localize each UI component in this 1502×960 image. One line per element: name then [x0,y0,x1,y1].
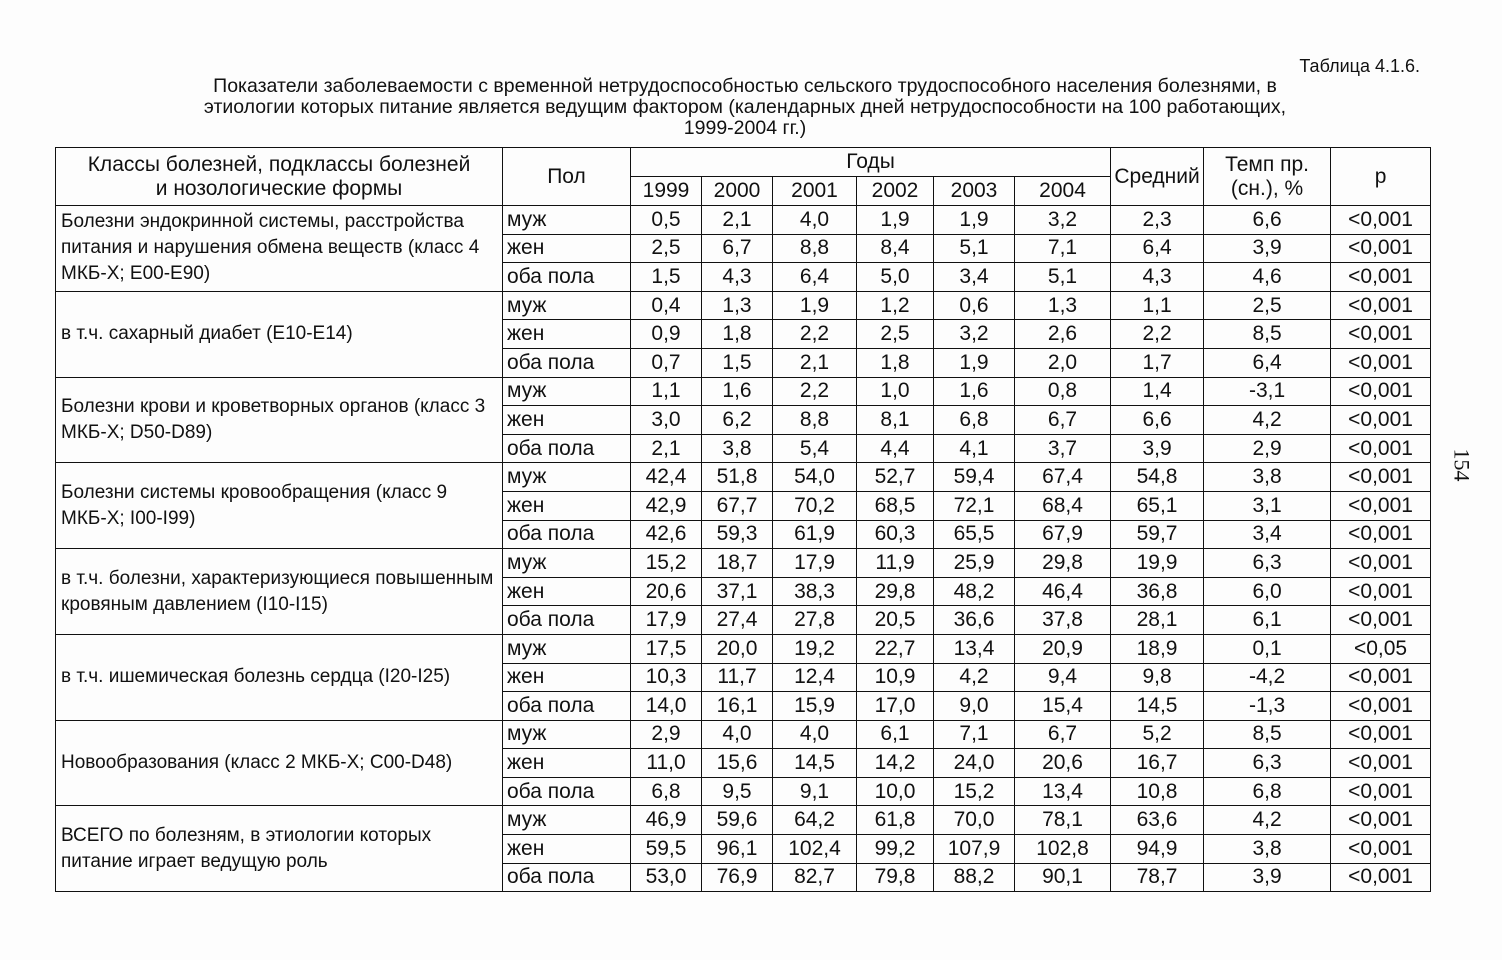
mean-cell: 78,7 [1111,863,1204,892]
year-value-cell: 13,4 [1015,777,1111,806]
sex-cell: жен [503,491,631,520]
sex-cell: муж [503,806,631,835]
year-value-cell: 3,2 [1015,206,1111,235]
year-value-cell: 61,9 [773,520,857,549]
year-value-cell: 2,5 [857,320,934,349]
table-number: Таблица 4.1.6. [1299,56,1420,76]
morbidity-table [55,147,1431,892]
year-value-cell: 48,2 [934,577,1015,606]
year-value-cell: 4,0 [702,720,773,749]
year-value-cell: 17,0 [857,692,934,721]
year-value-cell: 7,1 [934,720,1015,749]
year-value-cell: 4,3 [702,263,773,292]
year-value-cell: 25,9 [934,549,1015,578]
year-value-cell: 2,6 [1015,320,1111,349]
year-value-cell: 24,0 [934,749,1015,778]
year-value-cell: 6,2 [702,406,773,435]
sex-cell: муж [503,377,631,406]
year-value-cell: 22,7 [857,634,934,663]
year-value-cell: 70,2 [773,491,857,520]
year-value-cell: 9,1 [773,777,857,806]
sex-cell: жен [503,835,631,864]
year-value-cell: 5,4 [773,434,857,463]
year-value-cell: 15,2 [631,549,702,578]
p-cell: <0,001 [1331,663,1431,692]
rate-cell: 3,9 [1204,863,1331,892]
disease-category: Болезни эндокринной системы, расстройства питания и нарушения обмена веществ (класс 4 МКБ-X; E00-E90) [56,206,503,292]
year-value-cell: 6,1 [857,720,934,749]
year-value-cell: 0,6 [934,291,1015,320]
sex-cell: оба пола [503,263,631,292]
year-value-cell: 88,2 [934,863,1015,892]
year-value-cell: 14,5 [773,749,857,778]
year-value-cell: 99,2 [857,835,934,864]
sex-cell: оба пола [503,606,631,635]
year-value-cell: 1,6 [934,377,1015,406]
year-value-cell: 27,8 [773,606,857,635]
year-value-cell: 5,1 [934,234,1015,263]
year-value-cell: 8,8 [773,406,857,435]
year-value-cell: 0,9 [631,320,702,349]
year-value-cell: 96,1 [702,835,773,864]
year-value-cell: 20,6 [1015,749,1111,778]
year-header: 2003 [934,177,1015,206]
year-value-cell: 17,5 [631,634,702,663]
year-value-cell: 37,8 [1015,606,1111,635]
year-value-cell: 10,3 [631,663,702,692]
year-value-cell: 4,0 [773,720,857,749]
year-value-cell: 2,5 [631,234,702,263]
p-cell: <0,001 [1331,777,1431,806]
mean-cell: 28,1 [1111,606,1204,635]
year-value-cell: 1,5 [631,263,702,292]
year-value-cell: 67,7 [702,491,773,520]
sex-cell: жен [503,749,631,778]
mean-cell: 6,4 [1111,234,1204,263]
sex-cell: оба пола [503,348,631,377]
rate-cell: 8,5 [1204,320,1331,349]
sex-cell: муж [503,463,631,492]
year-value-cell: 5,0 [857,263,934,292]
year-value-cell: 2,2 [773,377,857,406]
year-value-cell: 1,1 [631,377,702,406]
year-value-cell: 27,4 [702,606,773,635]
year-value-cell: 102,8 [1015,835,1111,864]
mean-cell: 1,4 [1111,377,1204,406]
p-cell: <0,001 [1331,549,1431,578]
year-header: 2000 [702,177,773,206]
sex-header: Пол [503,148,631,206]
table-row [56,720,1431,749]
p-cell: <0,001 [1331,835,1431,864]
disease-category: ВСЕГО по болезням, в этиологии которых питание играет ведущую роль [56,806,503,892]
sex-cell: жен [503,234,631,263]
year-value-cell: 51,8 [702,463,773,492]
mean-cell: 94,9 [1111,835,1204,864]
year-value-cell: 6,7 [1015,720,1111,749]
mean-cell: 59,7 [1111,520,1204,549]
year-value-cell: 17,9 [631,606,702,635]
year-value-cell: 107,9 [934,835,1015,864]
year-value-cell: 6,7 [702,234,773,263]
year-value-cell: 67,9 [1015,520,1111,549]
year-value-cell: 11,0 [631,749,702,778]
rate-cell: -4,2 [1204,663,1331,692]
rate-cell: 3,1 [1204,491,1331,520]
mean-cell: 1,1 [1111,291,1204,320]
year-value-cell: 1,5 [702,348,773,377]
year-value-cell: 15,6 [702,749,773,778]
mean-cell: 2,3 [1111,206,1204,235]
year-value-cell: 13,4 [934,634,1015,663]
year-value-cell: 46,9 [631,806,702,835]
mean-cell: 14,5 [1111,692,1204,721]
p-cell: <0,001 [1331,863,1431,892]
year-value-cell: 68,4 [1015,491,1111,520]
year-value-cell: 79,8 [857,863,934,892]
category-header: Классы болезней, подклассы болезней и нозологические формы [56,148,503,206]
mean-cell: 2,2 [1111,320,1204,349]
year-value-cell: 18,7 [702,549,773,578]
year-value-cell: 1,3 [702,291,773,320]
table-row [56,463,1431,492]
p-cell: <0,001 [1331,749,1431,778]
p-cell: <0,001 [1331,206,1431,235]
year-value-cell: 61,8 [857,806,934,835]
rate-cell: 6,4 [1204,348,1331,377]
year-value-cell: 15,2 [934,777,1015,806]
disease-category: в т.ч. ишемическая болезнь сердца (I20-I25) [56,634,503,720]
mean-cell: 19,9 [1111,549,1204,578]
table-row [56,549,1431,578]
year-value-cell: 14,2 [857,749,934,778]
year-value-cell: 90,1 [1015,863,1111,892]
year-value-cell: 6,8 [631,777,702,806]
year-value-cell: 1,6 [702,377,773,406]
p-cell: <0,001 [1331,291,1431,320]
year-value-cell: 3,4 [934,263,1015,292]
years-header: Годы [631,148,1111,177]
year-value-cell: 5,1 [1015,263,1111,292]
disease-category: в т.ч. болезни, характеризующиеся повышенным кровяным давлением (I10-I15) [56,549,503,635]
year-value-cell: 54,0 [773,463,857,492]
p-cell: <0,001 [1331,234,1431,263]
disease-category: в т.ч. сахарный диабет (E10-E14) [56,291,503,377]
year-value-cell: 38,3 [773,577,857,606]
year-value-cell: 6,4 [773,263,857,292]
mean-cell: 36,8 [1111,577,1204,606]
p-cell: <0,001 [1331,491,1431,520]
mean-cell: 6,6 [1111,406,1204,435]
rate-cell: 2,5 [1204,291,1331,320]
rate-header: Темп пр. (сн.), % [1204,148,1331,206]
table-row [56,291,1431,320]
year-value-cell: 19,2 [773,634,857,663]
table-row [56,377,1431,406]
sex-cell: муж [503,206,631,235]
p-cell: <0,001 [1331,263,1431,292]
page-number: 154 [1449,448,1475,482]
sex-cell: жен [503,406,631,435]
year-value-cell: 17,9 [773,549,857,578]
year-value-cell: 65,5 [934,520,1015,549]
rate-cell: 6,1 [1204,606,1331,635]
mean-cell: 3,9 [1111,434,1204,463]
year-value-cell: 36,6 [934,606,1015,635]
sex-cell: оба пола [503,863,631,892]
year-value-cell: 59,3 [702,520,773,549]
rate-cell: 4,2 [1204,806,1331,835]
caption-line-2: этиологии которых питание является ведущим фактором (календарных дней нетрудоспособности на 100 работающих, [203,96,1287,118]
year-value-cell: 1,3 [1015,291,1111,320]
sex-cell: оба пола [503,520,631,549]
year-value-cell: 8,4 [857,234,934,263]
mean-cell: 5,2 [1111,720,1204,749]
year-value-cell: 4,2 [934,663,1015,692]
year-value-cell: 8,8 [773,234,857,263]
year-value-cell: 2,1 [702,206,773,235]
year-value-cell: 1,9 [934,348,1015,377]
year-value-cell: 70,0 [934,806,1015,835]
p-cell: <0,05 [1331,634,1431,663]
year-value-cell: 3,0 [631,406,702,435]
rate-cell: 4,2 [1204,406,1331,435]
mean-cell: 4,3 [1111,263,1204,292]
rate-cell: 8,5 [1204,720,1331,749]
year-value-cell: 7,1 [1015,234,1111,263]
year-value-cell: 4,4 [857,434,934,463]
year-value-cell: 0,8 [1015,377,1111,406]
sex-cell: оба пола [503,777,631,806]
year-value-cell: 2,9 [631,720,702,749]
caption-line-1: Показатели заболеваемости с временной нетрудоспособностью сельского трудоспособного населения болезнями, в [213,75,1277,97]
p-cell: <0,001 [1331,434,1431,463]
mean-cell: 54,8 [1111,463,1204,492]
caption-line-3: 1999-2004 гг.) [683,117,807,139]
p-cell: <0,001 [1331,577,1431,606]
year-value-cell: 1,8 [702,320,773,349]
year-value-cell: 78,1 [1015,806,1111,835]
rate-cell: 6,3 [1204,549,1331,578]
year-value-cell: 2,2 [773,320,857,349]
sex-cell: муж [503,291,631,320]
rate-cell: -3,1 [1204,377,1331,406]
table-row [56,634,1431,663]
table-caption [60,76,1430,139]
p-cell: <0,001 [1331,606,1431,635]
year-value-cell: 9,0 [934,692,1015,721]
table-row [56,206,1431,235]
p-cell: <0,001 [1331,406,1431,435]
p-cell: <0,001 [1331,806,1431,835]
year-value-cell: 102,4 [773,835,857,864]
sex-cell: жен [503,663,631,692]
rate-cell: 2,9 [1204,434,1331,463]
disease-category: Болезни системы кровообращения (класс 9 МКБ-X; I00-I99) [56,463,503,549]
p-cell: <0,001 [1331,520,1431,549]
p-cell: <0,001 [1331,692,1431,721]
year-value-cell: 2,0 [1015,348,1111,377]
year-value-cell: 82,7 [773,863,857,892]
year-value-cell: 29,8 [1015,549,1111,578]
rate-cell: 6,3 [1204,749,1331,778]
year-value-cell: 42,4 [631,463,702,492]
rate-cell: 6,0 [1204,577,1331,606]
mean-cell: 65,1 [1111,491,1204,520]
year-value-cell: 6,8 [934,406,1015,435]
year-value-cell: 42,6 [631,520,702,549]
year-value-cell: 1,8 [857,348,934,377]
year-value-cell: 15,9 [773,692,857,721]
sex-cell: жен [503,320,631,349]
year-value-cell: 2,1 [631,434,702,463]
year-value-cell: 8,1 [857,406,934,435]
p-header: p [1331,148,1431,206]
rate-cell: 6,8 [1204,777,1331,806]
disease-category: Болезни крови и кроветворных органов (класс 3 МКБ-X; D50-D89) [56,377,503,463]
year-value-cell: 1,2 [857,291,934,320]
year-value-cell: 1,0 [857,377,934,406]
mean-cell: 1,7 [1111,348,1204,377]
year-value-cell: 0,4 [631,291,702,320]
year-value-cell: 67,4 [1015,463,1111,492]
sex-cell: муж [503,549,631,578]
year-value-cell: 4,0 [773,206,857,235]
year-value-cell: 20,0 [702,634,773,663]
mean-cell: 9,8 [1111,663,1204,692]
year-value-cell: 11,7 [702,663,773,692]
mean-header: Средний [1111,148,1204,206]
year-value-cell: 53,0 [631,863,702,892]
year-value-cell: 15,4 [1015,692,1111,721]
year-value-cell: 52,7 [857,463,934,492]
rate-cell: 3,8 [1204,835,1331,864]
rate-cell: 4,6 [1204,263,1331,292]
rate-cell: 3,4 [1204,520,1331,549]
year-value-cell: 10,9 [857,663,934,692]
mean-cell: 63,6 [1111,806,1204,835]
sex-cell: муж [503,720,631,749]
year-header: 2001 [773,177,857,206]
p-cell: <0,001 [1331,348,1431,377]
p-cell: <0,001 [1331,463,1431,492]
year-value-cell: 68,5 [857,491,934,520]
year-value-cell: 3,2 [934,320,1015,349]
year-value-cell: 76,9 [702,863,773,892]
mean-cell: 10,8 [1111,777,1204,806]
year-value-cell: 9,4 [1015,663,1111,692]
year-header: 2004 [1015,177,1111,206]
year-value-cell: 1,9 [934,206,1015,235]
disease-category: Новообразования (класс 2 МКБ-X; C00-D48) [56,720,503,806]
rate-cell: -1,3 [1204,692,1331,721]
year-value-cell: 59,5 [631,835,702,864]
year-value-cell: 1,9 [773,291,857,320]
rate-cell: 0,1 [1204,634,1331,663]
mean-cell: 16,7 [1111,749,1204,778]
year-value-cell: 0,5 [631,206,702,235]
year-value-cell: 20,5 [857,606,934,635]
year-value-cell: 64,2 [773,806,857,835]
year-value-cell: 29,8 [857,577,934,606]
year-value-cell: 72,1 [934,491,1015,520]
year-header: 1999 [631,177,702,206]
rate-cell: 3,8 [1204,463,1331,492]
table-row [56,806,1431,835]
p-cell: <0,001 [1331,320,1431,349]
year-value-cell: 37,1 [702,577,773,606]
year-value-cell: 9,5 [702,777,773,806]
year-value-cell: 60,3 [857,520,934,549]
year-value-cell: 3,8 [702,434,773,463]
p-cell: <0,001 [1331,377,1431,406]
sex-cell: муж [503,634,631,663]
rate-cell: 3,9 [1204,234,1331,263]
year-value-cell: 20,6 [631,577,702,606]
year-header: 2002 [857,177,934,206]
mean-cell: 18,9 [1111,634,1204,663]
year-value-cell: 12,4 [773,663,857,692]
year-value-cell: 42,9 [631,491,702,520]
p-cell: <0,001 [1331,720,1431,749]
year-value-cell: 20,9 [1015,634,1111,663]
year-value-cell: 11,9 [857,549,934,578]
year-value-cell: 2,1 [773,348,857,377]
year-value-cell: 59,6 [702,806,773,835]
year-value-cell: 46,4 [1015,577,1111,606]
year-value-cell: 10,0 [857,777,934,806]
year-value-cell: 6,7 [1015,406,1111,435]
year-value-cell: 1,9 [857,206,934,235]
year-value-cell: 14,0 [631,692,702,721]
sex-cell: оба пола [503,434,631,463]
year-value-cell: 16,1 [702,692,773,721]
rate-cell: 6,6 [1204,206,1331,235]
sex-cell: оба пола [503,692,631,721]
year-value-cell: 0,7 [631,348,702,377]
year-value-cell: 59,4 [934,463,1015,492]
year-value-cell: 4,1 [934,434,1015,463]
year-value-cell: 3,7 [1015,434,1111,463]
sex-cell: жен [503,577,631,606]
